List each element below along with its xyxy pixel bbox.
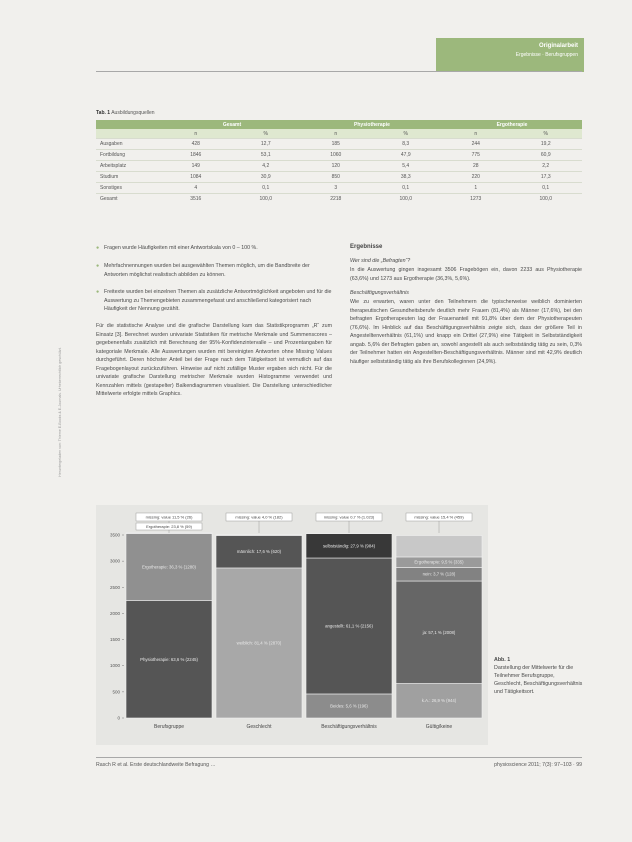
table-row-label: Ausgaben [96,139,162,150]
side-note-text: Heruntergeladen von: Thieme E-Books & E-Journals. Urheberrechtlich geschützt. [58,347,62,477]
table-cell: 149 [162,161,230,172]
bullet-dot-icon: ● [96,263,100,269]
data-table [96,120,582,204]
table-cell: 8,3 [370,139,442,150]
missing-label: missing: value 11,5 % (26) [145,514,193,520]
results-paragraph-2: Wie zu erwarten, waren unter den Teilnehmern die typischerweise weiblich dominierten therapeutischen Gesundheitsberufe deutlich mehr Frauen (81,4%) als Männer (17,6%), bei den befragten Ergotherapeuten lag der Frauenanteil mit 91,8% über dem der Physiotherapeuten (76,6%). Im Hinblick auf das Beschäftigungsverhältnis zeigte sich, dass der größere Teil in Angestelltenverhältnis (61,1%) und knapp ein Drittel (27,9%) eine Tätigkeit in Selbstständigkeit angab. 5,6% der Befragten gaben an, sowohl angestellt als auch selbstständig tätig zu sein, 0,3% der Teilnehmer hatten ein Angestellten-Beschäftigungsverhältnis. Männer sind mit 42,9% deutlich häufiger selbstständig tätig als ihre Berufskolleginnen (24,9%). [350,299,582,365]
bullet-dot-icon: ● [96,245,100,251]
table-subheader-empty [96,129,162,139]
bullet-text: Fragen wurde Häufigkeiten mit einer Antwortskala von 0 – 100 %. [104,245,258,251]
side-note [55,80,67,750]
table-row [96,161,582,172]
table-row-total [96,194,582,205]
table-caption-text: Ausbildungsquellen [111,110,155,116]
y-tick-label: 2000 [109,610,120,616]
table-cell: 3 [302,183,370,194]
table-cell: 244 [442,139,510,150]
figure-area [96,505,488,745]
extra-label: Ergotherapie: 23,8 % (59) [146,524,192,529]
table-cell: 60,9 [510,150,583,161]
table-cell: 47,9 [370,150,442,161]
section-header-title: Originalarbeit [538,43,578,49]
table-cell: 120 [302,161,370,172]
y-tick-label: 500 [112,689,120,695]
section-header-subtitle: Ergebnisse · Berufsgruppen [515,52,578,58]
y-tick-label: 1000 [109,663,120,669]
footer-citation: Rasch R et al. Erste deutschlandweite Befragung … [96,762,216,768]
table-cell: 4,2 [230,161,302,172]
bullet-dot-icon: ● [96,289,100,295]
x-category-label: Geschlecht [246,724,272,730]
y-tick-label: 3000 [109,558,120,564]
table-cell: 0,1 [510,183,583,194]
table-cell: 1846 [162,150,230,161]
bar-segment-label: selbstständig: 27,9 % (984) [322,543,376,549]
bar-segment-label: weiblich: 81,4 % (2870) [236,640,282,646]
table-cell: 4 [162,183,230,194]
table-cell: 1 [442,183,510,194]
table-cell: 100,0 [399,196,412,202]
table-cell: 185 [302,139,370,150]
results-heading: Ergebnisse [350,244,383,250]
table-subheader-cell: n [442,129,510,139]
bar-segment-label: ja: 57,1 % (2008) [422,629,456,635]
table-row-label: Sonstiges [96,183,162,194]
table-cell: 775 [442,150,510,161]
figure-caption-title: Abb. 1 [494,657,511,663]
section-header-box [436,38,584,72]
figure-caption [494,656,584,696]
y-tick-label: 2500 [109,584,120,590]
bar-segment-label: Ergotherapie: 36,3 % (1280) [142,564,196,570]
results-subheading-1: Wer sind die „Befragten“? [350,258,411,264]
table-cell: 100,0 [539,196,552,202]
table-cell: 100,0 [259,196,273,202]
results-paragraph-1: In die Auswertung gingen insgesamt 3506 Fragebögen ein, davon 2233 aus Physiotherapie (63,6%) und 1273 aus Ergotherapie (36,3%, 5,6%). [350,267,582,282]
table-subheader-cell: % [370,129,442,139]
missing-label: missing: value 4,0 % (182) [235,514,283,520]
table-group-header [96,120,582,129]
missing-label: missing: value 0,7 % (1.023) [323,514,375,520]
table-cell: 28 [442,161,510,172]
bar-segment-label: Beides: 5,6 % (196) [330,703,368,709]
table-cell: 3516 [190,196,202,202]
bar-segment-label: männlich: 17,6 % (620) [236,549,282,555]
bar-segment [126,533,212,534]
bullet-item [96,288,332,314]
table-cell: 2218 [330,196,342,202]
table-cell: 1273 [470,196,482,202]
bar-segment [396,536,482,557]
table-caption [96,110,155,116]
bar-segment-label: Physiotherapie: 63,6 % (2245) [140,656,198,662]
table-cell: 428 [162,139,230,150]
table-subheader-cell: % [230,129,302,139]
bullet-item [96,262,332,279]
x-category-label: Beschäftigungsverhältnis [321,724,377,730]
table-row-label: Gesamt [100,196,118,202]
table-row-label: Arbeitsplatz [96,161,162,172]
table-cell: 0,1 [370,183,442,194]
table-group-empty [96,120,162,129]
table-cell: 5,4 [370,161,442,172]
table-cell: 220 [442,172,510,183]
figure-caption-text: Darstellung der Mittelwerte für die Teilnehmer Berufsgruppe, Geschlecht, Beschäftigungsverhältnis und Tätigkeitsort. [494,665,583,695]
footer-journal: physioscience 2011; 7(3): 97–103 · 99 [494,762,582,768]
table-cell: 0,1 [230,183,302,194]
bar-segment-label: nein: 3,7 % (128) [422,571,456,577]
table-row [96,150,582,161]
table-cell: 17,3 [510,172,583,183]
bar-segment-label: k.A.: 26,9 % (944) [421,698,457,704]
table-cell: 1084 [162,172,230,183]
bar-segment [216,535,302,536]
y-tick-label: 3500 [109,532,120,538]
stacked-bar-chart [96,505,488,745]
bullet-text: Freitexte wurden bei einzelnen Themen als zusätzliche Antwortmöglichkeit angeboten und für die Auswertung zu Themengebieten zusammengefasst und anschließend kategorisiert nach Häufigkeit der Nennung gezählt. [104,289,332,312]
missing-label: missing: value 15,4 % (459) [414,514,464,520]
header-divider [96,71,582,72]
table-row [96,183,582,194]
x-category-label: Gültig/keine [425,724,453,730]
table-cell: 850 [302,172,370,183]
table-row [96,139,582,150]
table-cell: 53,1 [230,150,302,161]
table-subheader-cell: n [162,129,230,139]
x-category-label: Berufsgruppe [153,724,185,730]
table-cell: 12,7 [230,139,302,150]
table-group-ergo: Ergotherapie [442,120,582,129]
table-row [96,172,582,183]
bar-segment-label: angestellt: 61,1 % (2156) [325,623,373,629]
table-cell: 19,2 [510,139,583,150]
bar-segment-label: Ergotherapie: 9,5 % (335) [414,559,464,565]
table-group-physio: Physiotherapie [302,120,442,129]
table-cell: 2,2 [510,161,583,172]
bullet-item [96,244,332,253]
table-cell: 38,3 [370,172,442,183]
table-row-label: Fortbildung [96,150,162,161]
footer-divider [96,757,582,758]
table-row-label: Studium [96,172,162,183]
table-caption-label: Tab. 1 [96,110,111,116]
table-subheader-cell: n [302,129,370,139]
results-subheading-2: Beschäftigungsverhältnis [350,290,409,296]
table-cell: 1060 [302,150,370,161]
methods-paragraph: Für die statistische Analyse und die grafische Darstellung kam das Statistikprogramm „R“ zum Einsatz [3]. Berechnet wurden univariate Statistiken für metrische Merkmale und Summenscores – gegebenenfalls zusätzlich mit Berechnung der 95%-Konfidenzintervalle – und Prozentangaben für kategoriale Merkmale. Alle Auswertungen wurden mit bereinigten Antworten ohne Missing Values durchgeführt. Deren höchster Anteil bei der Frage nach dem Tätigkeitsort ist vermutlich auf das Fragebogenlayout zurückzuführen. Hinweise auf nicht zufällige Muster ergaben sich nicht. Für die univariate grafische Darstellung metrischer Merkmale wurden Histogramme verwendet und Kennzahlen mittels (gestapelter) Balkendiagrammen visualisiert. Die Darstellung unterschiedlicher Mittelwerte erfolgte mittels Graphics. [96,323,332,397]
table-group-gesamt: Gesamt [162,120,302,129]
y-tick-label: 0 [117,715,120,721]
bullet-text: Mehrfachnennungen wurden bei ausgewählten Themen möglich, um die Bandbreite der Antworten möglichst realistisch abbilden zu können. [104,263,310,278]
y-tick-label: 1500 [109,637,120,643]
table-subheader-cell: % [510,129,583,139]
table-cell: 30,9 [230,172,302,183]
table-subheader [96,129,582,139]
